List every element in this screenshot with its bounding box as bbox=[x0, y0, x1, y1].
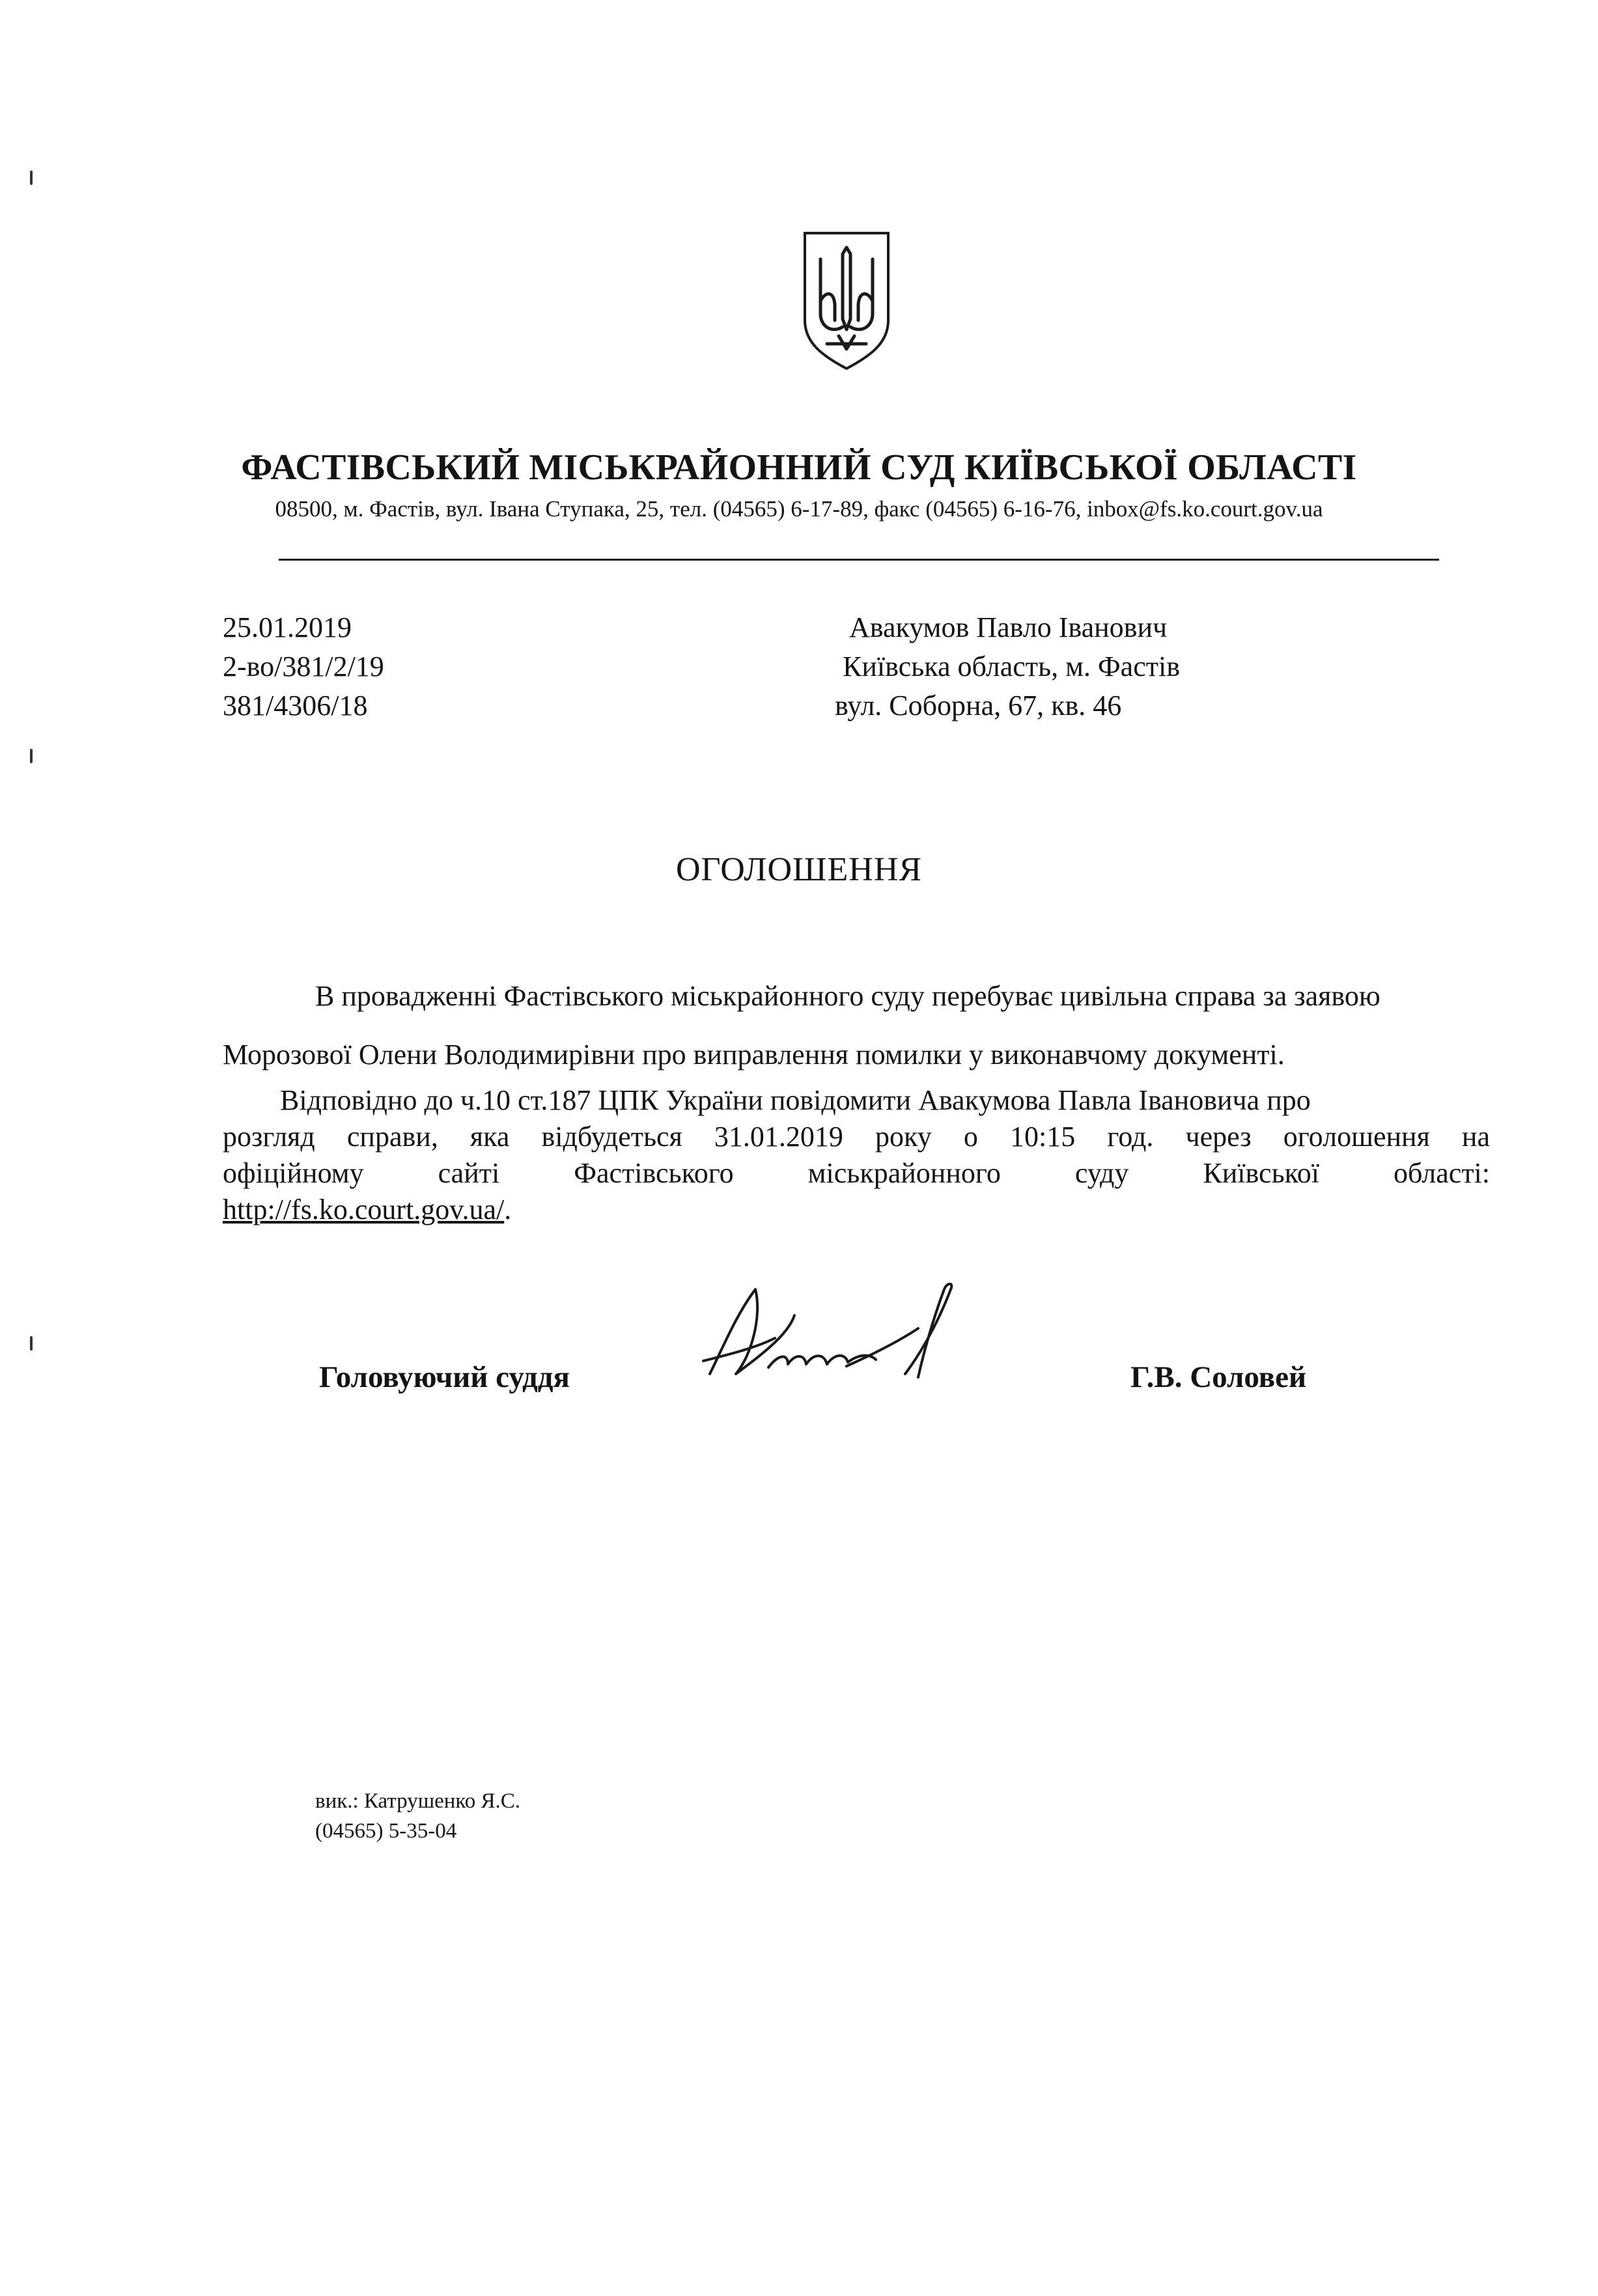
paragraph-2-line-2: розгляд справи, яка відбудеться 31.01.2019 року о 10:15 год. через оголошення на bbox=[223, 1121, 1490, 1153]
scan-speck bbox=[30, 1336, 33, 1351]
header-divider bbox=[279, 559, 1439, 561]
recipient-street: вул. Соборна, 67, кв. 46 bbox=[835, 690, 1122, 721]
paragraph-2-line-1: Відповідно до ч.10 ст.187 ЦПК України повідомити Авакумова Павла Івановича про bbox=[280, 1084, 1311, 1116]
paragraph-2-line-4 bbox=[223, 1193, 511, 1226]
recipient-name: Авакумов Павло Іванович bbox=[849, 611, 1168, 643]
judge-name: Г.В. Соловей bbox=[1130, 1360, 1307, 1394]
case-number: 381/4306/18 bbox=[223, 690, 368, 721]
court-address: 08500, м. Фастів, вул. Івана Ступака, 25, тел. (04565) 6-17-89, факс (04565) 6-16-76, inbox@fs.ko.court.gov.ua bbox=[275, 496, 1323, 522]
scan-speck bbox=[30, 749, 33, 763]
outgoing-number: 2-во/381/2/19 bbox=[223, 651, 384, 682]
court-website-link[interactable]: http://fs.ko.court.gov.ua/ bbox=[223, 1194, 505, 1225]
document-date: 25.01.2019 bbox=[223, 611, 352, 643]
recipient-city: Київська область, м. Фастів bbox=[843, 651, 1180, 682]
paragraph-1-line-2: Морозової Олени Володимирівни про виправлення помилки у виконавчому документі. bbox=[223, 1039, 1285, 1071]
paragraph-2-line-3: офіційному сайті Фастівського міськрайонного суду Київської області: bbox=[223, 1157, 1490, 1189]
scan-speck bbox=[30, 171, 33, 185]
executor-name: вик.: Катрушенко Я.С. bbox=[315, 1789, 521, 1813]
sentence-end: . bbox=[504, 1194, 512, 1225]
court-name: ФАСТІВСЬКИЙ МІСЬКРАЙОННИЙ СУД КИЇВСЬКОЇ ОБЛАСТІ bbox=[241, 447, 1357, 488]
coat-of-arms-icon bbox=[801, 229, 892, 370]
signature-role: Головуючий суддя bbox=[319, 1360, 570, 1394]
executor-phone: (04565) 5-35-04 bbox=[315, 1819, 457, 1843]
paragraph-1-line-1: В провадженні Фастівського міськрайонного суду перебуває цивільна справа за заявою bbox=[315, 980, 1381, 1012]
handwritten-signature-icon bbox=[690, 1276, 970, 1387]
document-title: ОГОЛОШЕННЯ bbox=[675, 851, 923, 888]
